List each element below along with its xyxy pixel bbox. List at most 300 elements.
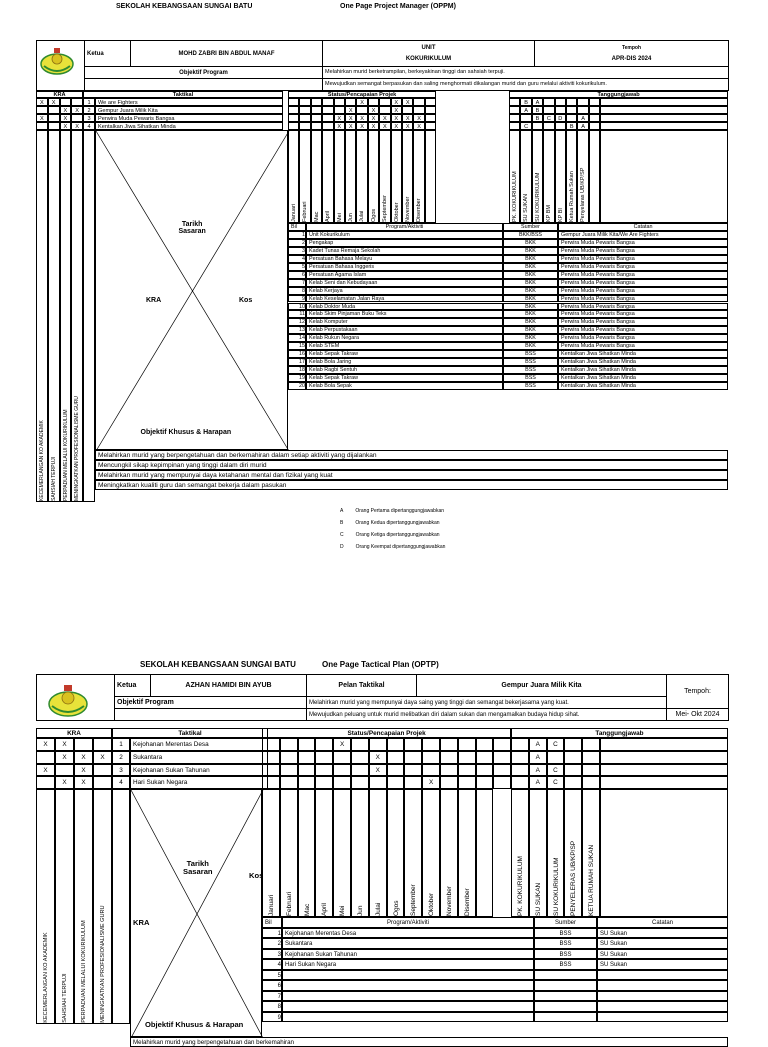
kra-column-title-text: PERPADUAN MELALUI KOKURIKULUM — [81, 920, 87, 1023]
program-name: Kelab Rukun Negara — [306, 334, 503, 342]
resp-mark — [600, 776, 728, 789]
program-bil: 13 — [288, 326, 306, 334]
resp-mark: A — [529, 738, 547, 751]
month-column-text — [477, 792, 494, 916]
program-bil: 8 — [262, 1001, 282, 1012]
program-name: Kejohanan Merentas Desa — [282, 928, 534, 939]
program-catatan: Perwira Muda Pewaris Bangsa — [558, 271, 728, 279]
tactic-number: 1 — [83, 98, 95, 106]
status-mark: X — [356, 98, 367, 106]
legend-key: B — [340, 520, 344, 526]
header-table — [36, 40, 729, 91]
resp-column — [564, 789, 582, 917]
status-mark — [404, 764, 422, 777]
program-name — [282, 980, 534, 991]
status-mark — [422, 764, 440, 777]
program-catatan: Perwira Muda Pewaris Bangsa — [558, 342, 728, 350]
resp-column — [577, 130, 588, 223]
resp-mark — [520, 114, 531, 122]
program-bil: 4 — [288, 255, 306, 263]
program-bil: 14 — [288, 334, 306, 342]
kra-mark: X — [74, 776, 93, 789]
program-sumber: BKK — [503, 255, 558, 263]
status-mark: X — [356, 122, 367, 130]
status-mark — [315, 764, 333, 777]
month-column-text: Disember — [463, 888, 471, 917]
status-mark — [262, 751, 280, 764]
program-name — [282, 970, 534, 981]
status-mark — [440, 764, 458, 777]
cross-lines — [131, 790, 263, 1038]
month-column — [368, 130, 379, 223]
program-catatan: Kentalkan Jiwa Sihatkan Minda — [558, 358, 728, 366]
resp-mark — [532, 122, 543, 130]
status-mark — [440, 776, 458, 789]
tactic-name: Gempur Juara Milik Kita — [95, 106, 283, 114]
kra-mark: X — [48, 98, 60, 106]
resp-mark — [600, 122, 728, 130]
program-name: Hari Sukan Negara — [282, 959, 534, 970]
program-catatan: Perwira Muda Pewaris Bangsa — [558, 279, 728, 287]
status-mark: X — [379, 114, 390, 122]
month-column — [476, 789, 494, 917]
resp-mark — [509, 98, 520, 106]
objective-row: Meningkatkan kualiti guru dan semangat bekerja dalam pasukan — [95, 480, 728, 490]
legend-text: Orang Keempat dipertanggungjawabkan — [355, 544, 446, 550]
kra-mark — [93, 764, 112, 777]
program-name: Unit Kokurikulum — [306, 231, 503, 239]
resp-mark — [589, 122, 600, 130]
status-mark — [298, 764, 316, 777]
kra-column-title — [93, 789, 112, 1024]
kra-mark: X — [36, 764, 55, 777]
status-mark: X — [345, 114, 356, 122]
objective-row: Melahirkan murid yang berpengetahuan dan berkemahiran dalam setiap aktiviti yang dijalankan — [95, 450, 728, 460]
status-mark — [493, 776, 511, 789]
status-mark: X — [391, 122, 402, 130]
tactic-number: 4 — [112, 776, 130, 789]
cross-lines — [96, 131, 289, 451]
kra-mark — [55, 764, 74, 777]
status-mark — [368, 98, 379, 106]
kra-column-title-text: PERPADUAN MELALUI KOKURIKULUM — [62, 409, 69, 501]
resp-column — [529, 789, 547, 917]
month-column-text: Julai — [374, 902, 382, 917]
kra-mark: X — [36, 738, 55, 751]
program-sumber: BKK — [503, 334, 558, 342]
status-mark — [425, 98, 436, 106]
tempoh-label: Tempoh — [621, 44, 642, 51]
status-mark — [351, 776, 369, 789]
month-column — [425, 130, 436, 223]
kra-mark: X — [36, 114, 48, 122]
status-mark — [322, 122, 333, 130]
program-catatan: SU Sukan — [597, 949, 728, 960]
program-sumber: BSS — [534, 928, 597, 939]
resp-mark — [600, 98, 728, 106]
status-mark — [458, 776, 476, 789]
program-bil: 3 — [288, 247, 306, 255]
resp-mark — [600, 106, 728, 114]
school-name: SEKOLAH KEBANGSAAN SUNGAI BATU — [140, 660, 296, 669]
status-mark — [351, 764, 369, 777]
kra-mark: X — [93, 751, 112, 764]
program-bil: 1 — [288, 231, 306, 239]
legend-key: C — [340, 532, 344, 538]
program-bil: 7 — [262, 991, 282, 1002]
month-column-text: April — [325, 210, 332, 222]
month-column-text: Ogos — [370, 208, 377, 222]
status-mark — [280, 738, 298, 751]
month-column-text: Mei — [339, 905, 347, 917]
resp-mark — [566, 98, 577, 106]
program-bil: 10 — [288, 303, 306, 311]
cross-label-kra: KRA — [146, 297, 162, 305]
resp-mark — [509, 106, 520, 114]
status-mark — [311, 106, 322, 114]
resp-mark — [600, 114, 728, 122]
program-catatan: Perwira Muda Pewaris Bangsa — [558, 239, 728, 247]
objektif-label: Objektif Program — [115, 697, 307, 709]
tempoh-value: APR-DIS 2024 — [611, 55, 652, 62]
resp-column — [600, 789, 728, 917]
objektif-2: Mewujudkan semangat berpasukan dan saling menghormati dikalangan murid dan guru melalui aktiviti kokurikulum. — [323, 79, 729, 91]
status-mark: X — [402, 98, 413, 106]
status-mark — [298, 751, 316, 764]
program-sumber: BSS — [534, 938, 597, 949]
kra-column-title — [48, 130, 60, 502]
program-sumber: BKK — [503, 247, 558, 255]
month-column — [440, 789, 458, 917]
program-catatan: Perwira Muda Pewaris Bangsa — [558, 287, 728, 295]
program-bil: 7 — [288, 279, 306, 287]
program-bil: 9 — [288, 295, 306, 303]
program-sumber: BKK — [503, 342, 558, 350]
pelan-label: Pelan Taktikal — [307, 675, 417, 697]
program-sumber: BKK — [503, 303, 558, 311]
program-bil: 17 — [288, 358, 306, 366]
status-mark: X — [369, 751, 387, 764]
status-mark: X — [368, 122, 379, 130]
resp-column-text: SU SUKAN — [523, 193, 530, 222]
status-mark — [425, 106, 436, 114]
program-bil: 12 — [288, 318, 306, 326]
program-catatan: Kentalkan Jiwa Sihatkan Minda — [558, 374, 728, 382]
program-catatan — [597, 970, 728, 981]
status-mark — [493, 751, 511, 764]
status-mark — [379, 98, 390, 106]
month-column — [356, 130, 367, 223]
program-name: Kelab Sepak Takraw — [306, 350, 503, 358]
resp-mark — [555, 98, 566, 106]
program-bil: 8 — [288, 287, 306, 295]
month-column-text: Oktober — [393, 202, 400, 222]
resp-column-text: KP BM — [546, 204, 553, 222]
program-name: Kelab Kerjaya — [306, 287, 503, 295]
program-catatan: Perwira Muda Pewaris Bangsa — [558, 326, 728, 334]
number-column — [112, 789, 130, 1024]
status-header: Status/Pencapaian Projek — [288, 91, 436, 98]
month-column — [402, 130, 413, 223]
unit-cell — [323, 41, 535, 67]
program-sumber — [534, 1001, 597, 1012]
status-mark — [345, 98, 356, 106]
cross-label-tarikh-sasaran: Tarikh Sasaran — [183, 858, 213, 876]
document-title: One Page Tactical Plan (OPTP) — [322, 660, 439, 669]
legend-row — [340, 544, 445, 556]
status-mark: X — [379, 122, 390, 130]
month-column — [333, 789, 351, 917]
status-mark — [315, 738, 333, 751]
tanggungjawab-header: Tanggungjawab — [511, 728, 728, 738]
program-catatan: Perwira Muda Pewaris Bangsa — [558, 295, 728, 303]
resp-mark: A — [577, 122, 588, 130]
resp-column-text: Penyelaras UB/KP/SP — [580, 167, 587, 222]
kra-column-title-text: KECEMERLANGAN KO AKADEMIK — [39, 420, 45, 501]
resp-column — [532, 130, 543, 223]
tactic-name: Kentalkan Jiwa Sihatkan Minda — [95, 122, 283, 130]
month-column-text: Mac — [313, 211, 320, 222]
status-mark — [413, 106, 424, 114]
status-mark — [425, 114, 436, 122]
program-bil: 3 — [262, 949, 282, 960]
program-sumber: BKK — [503, 271, 558, 279]
status-mark: X — [369, 764, 387, 777]
program-name: Kelab Bola Jaring — [306, 358, 503, 366]
month-column-text: November — [405, 196, 411, 222]
status-mark — [413, 98, 424, 106]
objektif-1: Melahirkan murid yang mempunyai daya saing yang tinggi dan semangat bekerjasama yang kuat. — [307, 697, 667, 709]
status-mark — [458, 764, 476, 777]
taktikal-header: Taktikal — [112, 728, 268, 738]
status-mark — [440, 751, 458, 764]
resp-mark: B — [532, 106, 543, 114]
program-sumber: BKK — [503, 310, 558, 318]
month-column-text: Disember — [416, 198, 423, 222]
month-column-text: November — [446, 886, 453, 917]
program-sumber — [534, 991, 597, 1002]
program-header-bil: Bil — [288, 223, 306, 231]
resp-mark — [511, 751, 529, 764]
kra-column-title — [60, 130, 72, 502]
program-name: Kelab Keselamatan Jalan Raya — [306, 295, 503, 303]
kra-mark — [93, 738, 112, 751]
program-sumber — [534, 970, 597, 981]
cross-label-kos: Kos — [239, 297, 253, 305]
month-column-text: September — [382, 195, 389, 222]
resp-mark: C — [520, 122, 531, 130]
program-bil: 2 — [288, 239, 306, 247]
month-column — [311, 130, 322, 223]
month-column — [458, 789, 476, 917]
kra-mark — [60, 98, 72, 106]
status-mark — [322, 98, 333, 106]
program-name: Kelab Seni dan Kebudayaan — [306, 279, 503, 287]
program-name: Persatuan Bahasa Inggeris — [306, 263, 503, 271]
logo-cell — [37, 41, 85, 91]
resp-mark: C — [547, 764, 565, 777]
program-sumber: BKK — [503, 263, 558, 271]
resp-column-text: SU KOKURIKULUM — [552, 857, 560, 917]
unit-label: UNIT — [421, 44, 436, 51]
resp-mark: B — [532, 114, 543, 122]
status-mark: X — [422, 776, 440, 789]
status-mark — [299, 98, 310, 106]
status-mark: X — [402, 114, 413, 122]
status-mark — [262, 764, 280, 777]
program-bil: 1 — [262, 928, 282, 939]
header-table — [36, 674, 729, 721]
month-column-text: Oktober — [428, 893, 436, 917]
objektif-label: Objektif Program — [85, 67, 323, 79]
status-mark — [440, 738, 458, 751]
tactic-name: Sukantara — [130, 751, 268, 764]
month-column — [404, 789, 422, 917]
resp-mark — [566, 106, 577, 114]
program-name: Pengakap — [306, 239, 503, 247]
month-column — [369, 789, 387, 917]
resp-column-text: PK. KOKURIKULUM — [517, 856, 524, 917]
status-mark: X — [334, 122, 345, 130]
status-mark — [476, 751, 494, 764]
program-sumber: BSS — [503, 358, 558, 366]
status-mark — [404, 776, 422, 789]
legend-text: Orang Kedua dipertanggungjawabkan — [355, 520, 440, 526]
kra-header: KRA — [36, 91, 83, 98]
status-mark — [280, 776, 298, 789]
legend-key: D — [340, 544, 344, 550]
resp-mark — [582, 751, 600, 764]
status-mark — [387, 764, 405, 777]
resp-mark — [564, 751, 582, 764]
resp-mark — [600, 738, 728, 751]
objective-row: Mencungkil sikap kepimpinan yang tinggi dalam diri murid — [95, 460, 728, 470]
status-mark — [311, 122, 322, 130]
program-header-bil: Bil — [262, 917, 282, 928]
status-mark — [288, 122, 299, 130]
status-mark — [288, 98, 299, 106]
program-header-name: Program/Aktiviti — [282, 917, 534, 928]
program-header-sumber: Sumber — [534, 917, 597, 928]
cross-label-kos: Kos — [249, 871, 264, 881]
program-header-catatan: Catatan — [597, 917, 728, 928]
kra-column-title-text: MENINGKATKAN PROFESIONALISME GURU — [100, 905, 106, 1023]
resp-mark: C — [547, 738, 565, 751]
tactic-number: 1 — [112, 738, 130, 751]
program-bil: 6 — [288, 271, 306, 279]
month-column-text: Julai — [359, 210, 366, 222]
legend-row — [340, 520, 445, 532]
status-mark — [315, 751, 333, 764]
kra-mark: X — [71, 106, 83, 114]
month-column — [422, 789, 440, 917]
program-sumber: BSS — [534, 959, 597, 970]
status-mark — [333, 751, 351, 764]
ketua-name: AZHAN HAMIDI BIN AYUB — [151, 675, 307, 697]
status-header: Status/Pencapaian Projek — [262, 728, 511, 738]
status-mark — [322, 114, 333, 122]
program-catatan: Perwira Muda Pewaris Bangsa — [558, 303, 728, 311]
kra-column-title — [74, 789, 93, 1024]
program-sumber: BSS — [503, 350, 558, 358]
status-mark — [298, 738, 316, 751]
program-name: Kejohanan Sukan Tahunan — [282, 949, 534, 960]
status-mark — [315, 776, 333, 789]
cross-label-objektif: Objektif Khusus & Harapan — [140, 428, 232, 436]
status-mark — [425, 122, 436, 130]
kra-mark — [71, 114, 83, 122]
resp-mark — [582, 776, 600, 789]
status-mark — [333, 776, 351, 789]
program-header-name: Program/Aktiviti — [306, 223, 503, 231]
kra-mark: X — [55, 751, 74, 764]
kra-column-title — [71, 130, 83, 502]
status-mark: X — [345, 122, 356, 130]
ketua-name: MOHD ZABRI BIN ABDUL MANAF — [131, 41, 323, 67]
cross-label-tarikh-sasaran: Tarikh Sasaran — [178, 220, 206, 235]
status-mark — [476, 764, 494, 777]
legend-text: Orang Ketiga dipertanggungjawabkan — [355, 532, 440, 538]
program-catatan: SU Sukan — [597, 959, 728, 970]
status-mark: X — [391, 114, 402, 122]
program-catatan: Perwira Muda Pewaris Bangsa — [558, 247, 728, 255]
resp-mark: A — [577, 114, 588, 122]
status-mark — [476, 776, 494, 789]
kra-mark — [93, 776, 112, 789]
resp-mark: A — [529, 751, 547, 764]
tactic-name: Kejohanan Merentas Desa — [130, 738, 268, 751]
program-bil: 19 — [288, 374, 306, 382]
status-mark — [262, 776, 280, 789]
tactic-number: 4 — [83, 122, 95, 130]
status-mark — [422, 751, 440, 764]
month-column-text: Ogos — [392, 900, 400, 917]
resp-column — [555, 130, 566, 223]
status-mark: X — [345, 106, 356, 114]
month-column-text: Februari — [302, 201, 309, 222]
month-column — [345, 130, 356, 223]
program-bil: 5 — [262, 970, 282, 981]
kra-mark: X — [71, 122, 83, 130]
program-catatan — [597, 980, 728, 991]
month-column — [299, 130, 310, 223]
kra-mark: X — [60, 114, 72, 122]
tactic-number: 3 — [83, 114, 95, 122]
resp-column — [566, 130, 577, 223]
kra-column-title — [36, 130, 48, 502]
resp-mark — [589, 114, 600, 122]
document-title: One Page Project Manager (OPPM) — [340, 3, 456, 10]
program-catatan — [597, 1012, 728, 1023]
month-column — [288, 130, 299, 223]
month-column-text: April — [321, 903, 329, 917]
month-column-text: Januari — [291, 203, 297, 222]
month-column-text: Jun — [357, 905, 364, 917]
program-bil: 6 — [262, 980, 282, 991]
status-mark — [476, 738, 494, 751]
program-bil: 16 — [288, 350, 306, 358]
cross-label-kra: KRA — [133, 918, 150, 928]
program-bil: 11 — [288, 310, 306, 318]
resp-column — [547, 789, 565, 917]
month-column-text: Januari — [268, 894, 275, 917]
status-mark — [493, 738, 511, 751]
resp-mark — [600, 764, 728, 777]
program-sumber — [534, 980, 597, 991]
legend — [340, 508, 445, 556]
resp-mark — [543, 98, 554, 106]
program-name — [282, 1001, 534, 1012]
